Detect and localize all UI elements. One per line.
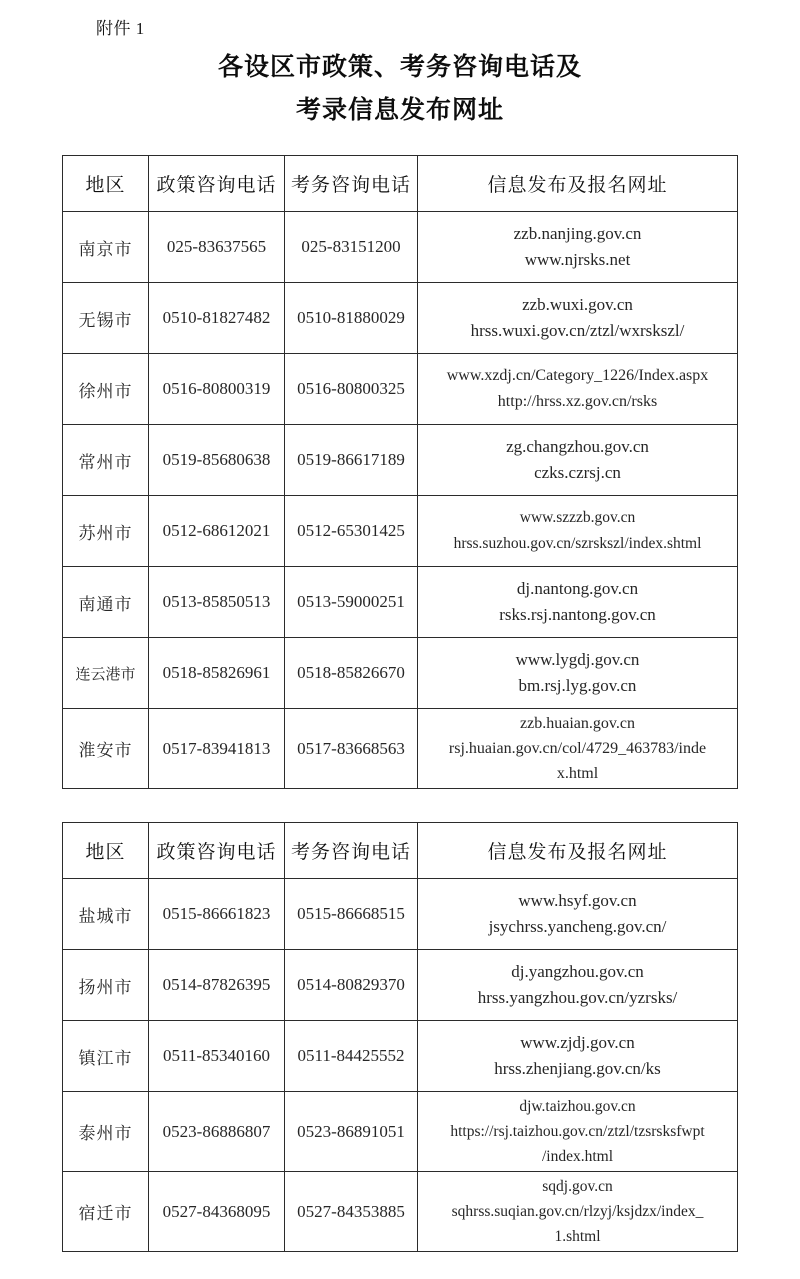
cell-exam-phone: 0513-59000251 [285,567,418,638]
cell-policy-phone: 0516-80800319 [149,354,285,425]
page-title [0,46,800,132]
table-row [63,496,738,567]
cell-exam-phone: 0511-84425552 [285,1021,418,1092]
table-row [63,1021,738,1092]
cell-exam-phone: 0518-85826670 [285,638,418,709]
cell-policy-phone: 0515-86661823 [149,879,285,950]
url-text: rsj.huaian.gov.cn/col/4729_463783/inde [448,740,707,757]
contact-table-1 [62,155,738,789]
url-text: www.lygdj.gov.cn [515,650,640,669]
table-row [63,950,738,1021]
cell-region: 连云港市 [63,638,149,709]
cell-region: 南通市 [63,567,149,638]
cell-exam-phone: 0515-86668515 [285,879,418,950]
cell-region: 常州市 [63,425,149,496]
cell-exam-phone: 0510-81880029 [285,283,418,354]
url-text: dj.yangzhou.gov.cn [511,962,644,981]
contact-table-1-body [63,212,738,789]
cell-url [418,425,738,496]
url-text: x.html [556,765,599,782]
cell-url [418,1021,738,1092]
cell-policy-phone: 0517-83941813 [149,709,285,789]
url-text: bm.rsj.lyg.gov.cn [518,676,637,695]
cell-url [418,1172,738,1252]
column-header-exam-phone: 考务咨询电话 [285,156,418,212]
table-row [63,354,738,425]
table-row [63,1092,738,1172]
column-header-exam-phone: 考务咨询电话 [285,823,418,879]
page-title-line-1: 各设区市政策、考务咨询电话及 [217,54,582,81]
url-text: sqdj.gov.cn [542,1178,613,1195]
url-text: http://hrss.xz.gov.cn/rsks [497,393,658,410]
cell-url [418,283,738,354]
table-row [63,638,738,709]
url-text: www.szzzb.gov.cn [519,509,636,526]
cell-url [418,638,738,709]
url-text: rsks.rsj.nantong.gov.cn [499,605,656,624]
table-row [63,212,738,283]
cell-policy-phone: 0518-85826961 [149,638,285,709]
cell-url [418,709,738,789]
cell-region: 淮安市 [63,709,149,789]
contact-table-2-body [63,879,738,1252]
cell-policy-phone: 025-83637565 [149,212,285,283]
contact-table-2 [62,822,738,1252]
cell-url [418,567,738,638]
page-title-line-2: 考录信息发布网址 [295,97,504,124]
url-text: hrss.zhenjiang.gov.cn/ks [494,1059,661,1078]
url-text: www.zjdj.gov.cn [520,1033,635,1052]
url-text: https://rsj.taizhou.gov.cn/ztzl/tzsrsksfwpt [450,1123,705,1140]
cell-exam-phone: 0512-65301425 [285,496,418,567]
url-text: jsychrss.yancheng.gov.cn/ [488,917,667,936]
url-text: djw.taizhou.gov.cn [519,1098,636,1115]
cell-policy-phone: 0523-86886807 [149,1092,285,1172]
cell-region: 南京市 [63,212,149,283]
table-row [63,879,738,950]
table-header-row [63,823,738,879]
cell-region: 泰州市 [63,1092,149,1172]
cell-exam-phone: 0517-83668563 [285,709,418,789]
cell-exam-phone: 0514-80829370 [285,950,418,1021]
url-text: sqhrss.suqian.gov.cn/rlzyj/ksjdzx/index_ [451,1203,704,1220]
url-text: zzb.wuxi.gov.cn [522,295,633,314]
column-header-policy-phone: 政策咨询电话 [149,823,285,879]
table-header-row [63,156,738,212]
cell-region: 扬州市 [63,950,149,1021]
cell-region: 盐城市 [63,879,149,950]
contact-table-1-wrapper [62,155,737,789]
url-text: www.njrsks.net [524,250,631,269]
cell-url [418,950,738,1021]
cell-exam-phone: 0519-86617189 [285,425,418,496]
table-row [63,1172,738,1252]
cell-policy-phone: 0519-85680638 [149,425,285,496]
cell-region: 苏州市 [63,496,149,567]
column-header-url: 信息发布及报名网址 [418,156,738,212]
url-text: www.hsyf.gov.cn [518,891,637,910]
table-row [63,425,738,496]
cell-policy-phone: 0511-85340160 [149,1021,285,1092]
cell-url [418,354,738,425]
url-text: czks.czrsj.cn [534,463,621,482]
column-header-region: 地区 [63,823,149,879]
cell-exam-phone: 0516-80800325 [285,354,418,425]
cell-policy-phone: 0527-84368095 [149,1172,285,1252]
url-text: zzb.huaian.gov.cn [520,715,635,732]
cell-region: 徐州市 [63,354,149,425]
url-text: 1.shtml [554,1228,601,1245]
cell-url [418,212,738,283]
column-header-region: 地区 [63,156,149,212]
cell-url [418,1092,738,1172]
cell-policy-phone: 0510-81827482 [149,283,285,354]
url-text: /index.html [541,1148,614,1165]
table-row [63,567,738,638]
url-text: hrss.wuxi.gov.cn/ztzl/wxrskszl/ [470,321,685,340]
column-header-policy-phone: 政策咨询电话 [149,156,285,212]
url-text: dj.nantong.gov.cn [516,579,639,598]
attachment-label: 附件 1 [96,19,145,38]
contact-table-2-wrapper [62,822,737,1252]
cell-url [418,496,738,567]
cell-region: 宿迁市 [63,1172,149,1252]
cell-exam-phone: 025-83151200 [285,212,418,283]
cell-policy-phone: 0512-68612021 [149,496,285,567]
cell-region: 无锡市 [63,283,149,354]
cell-url [418,879,738,950]
url-text: hrss.suzhou.gov.cn/szrskszl/index.shtml [453,535,702,552]
cell-exam-phone: 0527-84353885 [285,1172,418,1252]
cell-policy-phone: 0513-85850513 [149,567,285,638]
cell-exam-phone: 0523-86891051 [285,1092,418,1172]
url-text: www.xzdj.cn/Category_1226/Index.aspx [446,367,709,384]
table-row [63,283,738,354]
url-text: zzb.nanjing.gov.cn [513,224,642,243]
url-text: hrss.yangzhou.gov.cn/yzrsks/ [477,988,678,1007]
column-header-url: 信息发布及报名网址 [418,823,738,879]
cell-region: 镇江市 [63,1021,149,1092]
table-row [63,709,738,789]
url-text: zg.changzhou.gov.cn [506,437,649,456]
cell-policy-phone: 0514-87826395 [149,950,285,1021]
